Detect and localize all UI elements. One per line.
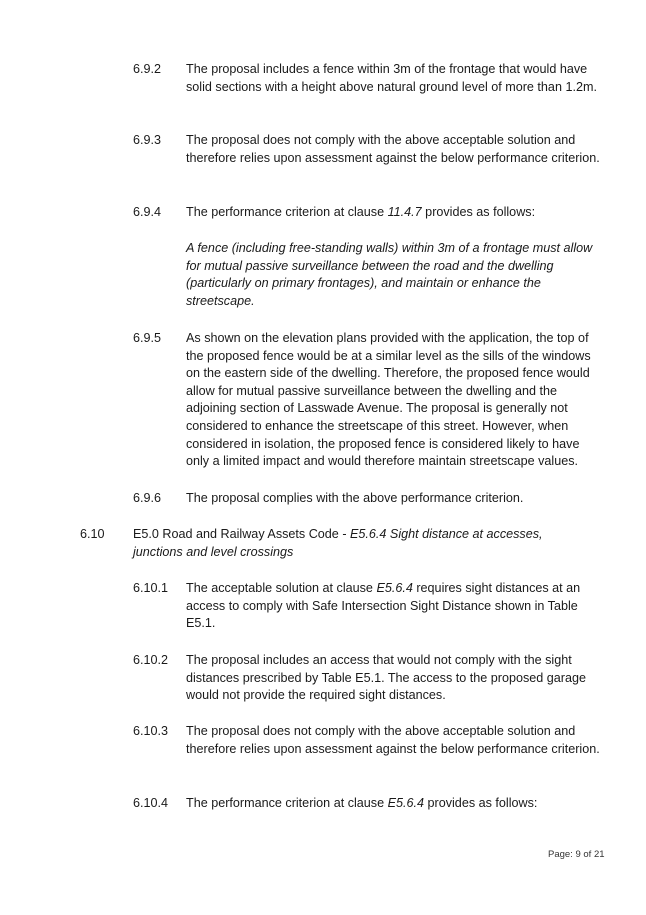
clause-number: 6.9.5 — [133, 331, 162, 345]
clause-6-9-5 — [133, 330, 603, 471]
clause-text: The proposal does not comply with the above acceptable solution and therefore relies upon assessment against the below performance criterion. — [186, 724, 600, 756]
clause-6-9-4 — [133, 204, 603, 222]
clause-text: The acceptable solution at clause E5.6.4 requires sight distances at an access to comply with Safe Intersection Sight Distance shown in Table E5.1. — [186, 581, 581, 631]
page-number-footer: Page: 9 of 21 — [548, 849, 605, 860]
clause-text: The performance criterion at clause E5.6.4 provides as follows: — [186, 796, 538, 810]
clause-reference: E5.6.4 — [376, 581, 413, 595]
clause-reference: E5.6.4 — [387, 796, 425, 810]
section-title: E5.0 Road and Railway Assets Code - E5.6.4 Sight distance at accesses, junctions and level crossings — [133, 527, 543, 559]
clause-text: The proposal does not comply with the above acceptable solution and therefore relies upon assessment against the below performance criterion. — [186, 133, 600, 165]
section-number: 6.10 — [80, 527, 105, 541]
clause-number: 6.10.3 — [133, 724, 169, 738]
clause-text: The proposal includes a fence within 3m of the frontage that would have solid sections with a height above natural ground level of more than 1.2m. — [186, 62, 597, 94]
clause-6-9-2 — [133, 61, 603, 96]
clause-text: As shown on the elevation plans provided with the application, the top of the proposed fence would be at a similar level as the sills of the windows on the eastern side of the dwelling. Therefore, the proposed fence would allow for mutual passive surveillance between the dwelling and the adjoining section of Lasswade Avenue. The proposal is generally not considered to enhance the streetscape of this street. However, when considered in isolation, the proposed fence is considered likely to have only a limited impact and would therefore maintain streetscape values. — [186, 331, 591, 469]
clause-6-10-1 — [133, 580, 603, 633]
quoted-criterion-11-4-7: A fence (including free-standing walls) within 3m of a frontage must allow for mutual passive surveillance between the road and the dwelling (particularly on primary frontages), and maintain or enhance the streetscape. — [186, 241, 593, 308]
clause-number: 6.9.4 — [133, 205, 162, 219]
clause-6-9-3 — [133, 132, 603, 167]
clause-6-9-6 — [133, 490, 603, 508]
clause-number: 6.10.1 — [133, 581, 169, 595]
clause-number: 6.9.3 — [133, 133, 162, 147]
clause-number: 6.9.2 — [133, 62, 162, 76]
clause-text: The performance criterion at clause 11.4.7 provides as follows: — [186, 205, 536, 219]
clause-6-10-3 — [133, 723, 603, 758]
clause-text: The proposal complies with the above performance criterion. — [186, 491, 524, 505]
clause-6-10-4 — [133, 795, 603, 813]
clause-number: 6.10.2 — [133, 653, 169, 667]
clause-text: The proposal includes an access that would not comply with the sight distances prescribed by Table E5.1. The access to the proposed garage would not provide the required sight distances. — [186, 653, 586, 703]
clause-number: 6.10.4 — [133, 796, 169, 810]
section-6-10-heading — [80, 526, 600, 561]
clause-number: 6.9.6 — [133, 491, 162, 505]
clause-6-10-2 — [133, 652, 603, 705]
clause-reference: 11.4.7 — [387, 205, 422, 219]
section-title-reference: E5.6.4 Sight distance at accesses, junctions and level crossings — [133, 527, 543, 559]
